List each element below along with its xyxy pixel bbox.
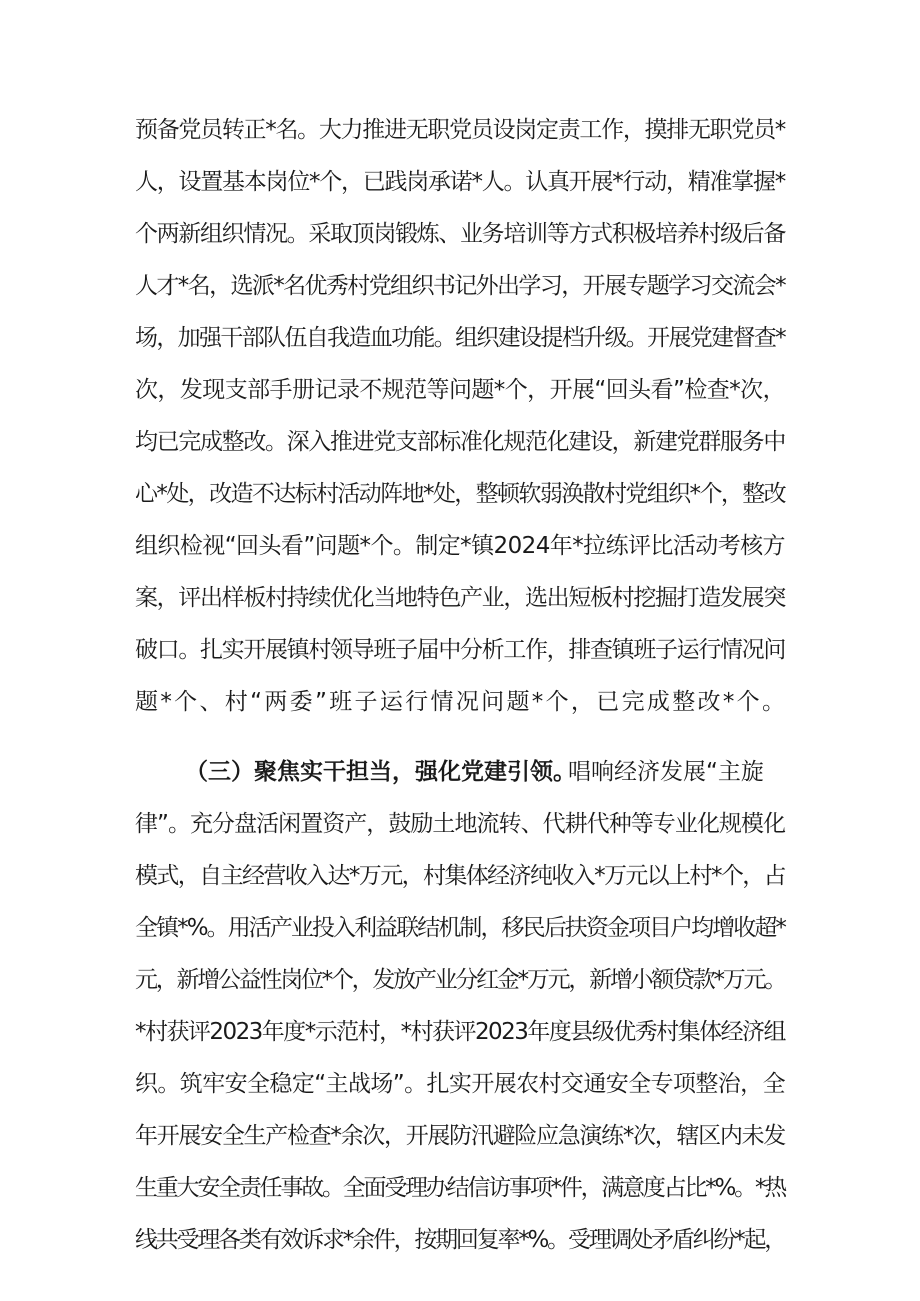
text-line-content: 题*个、村“两委”班子运行情况问题*个，已完成整改*个。 [135,689,788,715]
text-line-content: 元，新增公益性岗位*个，发放产业分红金*万元，新增小额贷款*万元。 [135,967,786,993]
text-line-content: 场，加强干部队伍自我造血功能。组织建设提档升级。开展党建督查* [135,325,786,351]
text-line-content: 案，评出样板村持续优化当地特色产业，选出短板村挖掘打造发展突 [135,585,786,611]
text-line-content: 织。筑牢安全稳定“主战场”。扎实开展农村交通安全专项整治，全 [135,1071,785,1097]
text-line-content: 全镇*%。用活产业投入利益联结机制，移民后扶资金项目户均增收超* [135,915,785,941]
text-line-content: 破口。扎实开展镇村领导班子届中分析工作，排查镇班子运行情况问 [135,637,786,663]
text-line-content: 预备党员转正*名。大力推进无职党员设岗定责工作，摸排无职党员* [135,117,786,143]
text-line-content: 生重大安全责任事故。全面受理办结信访事项*件，满意度占比*%。*热 [135,1175,785,1201]
text-line-content: *村获评2023年度*示范村，*村获评2023年度县级优秀村集体经济组 [135,1019,785,1045]
section-heading: （三）聚焦实干担当，强化党建引领。 [185,759,576,785]
text-line-content: 心*处，改造不达标村活动阵地*处，整顿软弱涣散村党组织*个，整改 [135,481,785,507]
text-line-content: 线共受理各类有效诉求*余件，按期回复率*%。受理调处矛盾纠纷*起， [135,1227,785,1253]
text-line-content: 年开展安全生产检查*余次，开展防汛避险应急演练*次，辖区内未发 [135,1123,786,1149]
text-line-content: 次，发现支部手册记录不规范等问题*个，开展“回头看”检查*次， [135,377,785,403]
text-line-content: 人，设置基本岗位*个，已践岗承诺*人。认真开展*行动，精准掌握* [135,169,785,195]
text-line-content: 人才*名，选派*名优秀村党组织书记外出学习，开展专题学习交流会* [135,273,785,299]
text-line-content: 唱响经济发展“主旋 [568,759,764,785]
text-line-content: 个两新组织情况。采取顶岗锻炼、业务培训等方式积极培养村级后备 [135,221,786,247]
text-line-content: 组织检视“回头看”问题*个。制定*镇2024年*拉练评比活动考核方 [135,533,785,559]
text-line-content: 均已完成整改。深入推进党支部标准化规范化建设，新建党群服务中 [135,429,786,455]
text-line-content: 模式，自主经营收入达*万元，村集体经济纯收入*万元以上村*个，占 [135,863,785,889]
text-line-content: 律”。充分盘活闲置资产，鼓励土地流转、代耕代种等专业化规模化 [135,811,785,837]
